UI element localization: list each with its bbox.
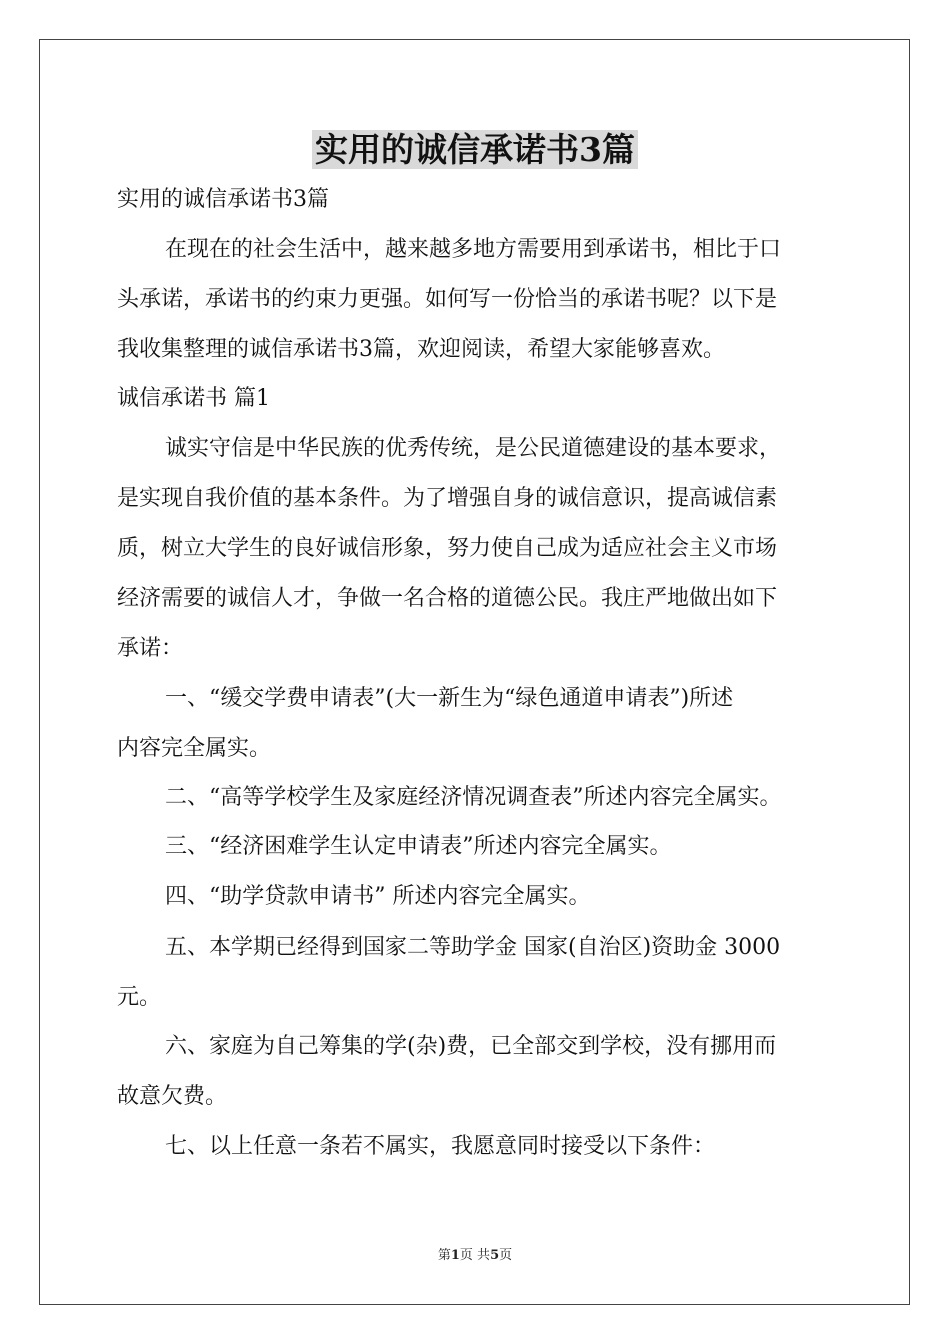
paragraph-line: 诚实守信是中华民族的优秀传统，是公民道德建设的基本要求， [165,436,782,461]
list-item: 四、“助学贷款申请书” 所述内容完全属实。 [165,884,591,909]
list-item: 五、本学期已经得到国家二等助学金 国家(自治区)资助金 3000 [165,935,781,960]
list-item-continuation: 元。 [117,985,162,1010]
paragraph-line: 头承诺，承诺书的约束力更强。如何写一份恰当的承诺书呢？以下是 [117,287,778,312]
list-item: 七、以上任意一条若不属实，我愿意同时接受以下条件： [165,1134,716,1159]
document-title-text: 实用的诚信承诺书3篇 [312,130,638,169]
list-item-continuation: 内容完全属实。 [117,736,272,761]
list-item: 六、家庭为自己筹集的学(杂)费，已全部交到学校，没有挪用而 [165,1034,777,1059]
list-item: 三、“经济困难学生认定申请表”所述内容完全属实。 [165,834,672,859]
paragraph-line: 经济需要的诚信人才，争做一名合格的道德公民。我庄严地做出如下 [117,586,778,611]
document-subtitle: 实用的诚信承诺书3篇 [117,187,329,212]
document-title [0,128,950,172]
paragraph-line: 质，树立大学生的良好诚信形象，努力使自己成为适应社会主义市场 [117,536,778,561]
total-page-number: 5 [490,1248,500,1263]
page-border [39,39,910,1305]
list-item: 二、“高等学校学生及家庭经济情况调查表”所述内容完全属实。 [165,785,782,810]
section-heading: 诚信承诺书 篇1 [117,386,270,411]
paragraph-line: 我收集整理的诚信承诺书3篇，欢迎阅读，希望大家能够喜欢。 [117,337,725,362]
page-footer [0,1247,950,1265]
paragraph-line: 承诺： [117,636,184,661]
page-suffix: 页 [499,1248,513,1263]
page-mid: 页 共 [459,1248,491,1263]
current-page-number: 1 [450,1248,460,1263]
list-item: 一、“缓交学费申请表”(大一新生为“绿色通道申请表”)所述 [165,686,734,711]
page-prefix: 第 [437,1248,451,1263]
paragraph-line: 是实现自我价值的基本条件。为了增强自身的诚信意识，提高诚信素 [117,486,778,511]
list-item-continuation: 故意欠费。 [117,1084,228,1109]
paragraph-line: 在现在的社会生活中，越来越多地方需要用到承诺书，相比于口 [165,237,782,262]
